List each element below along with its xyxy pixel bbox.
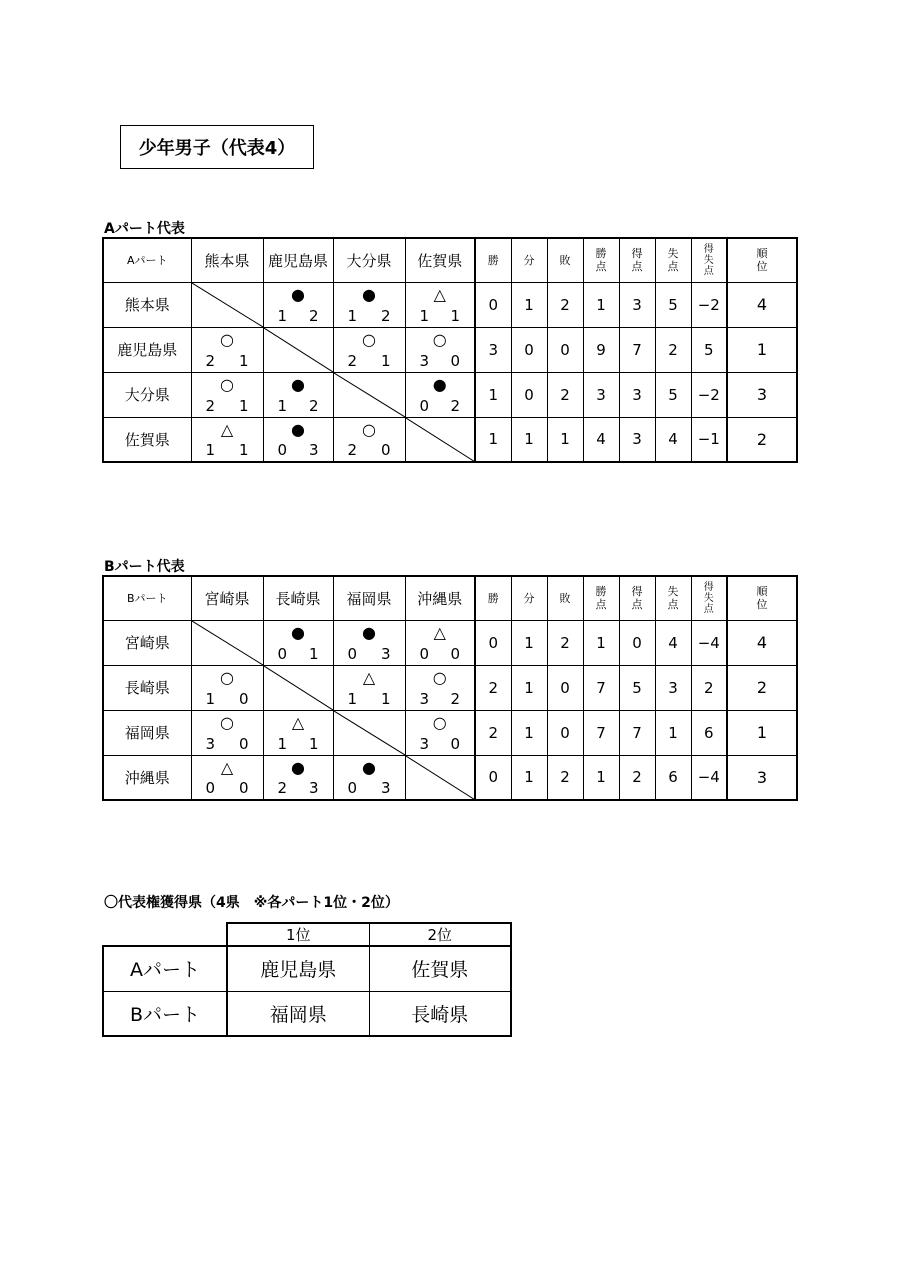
stat-cell: 1 (583, 620, 619, 665)
match-score (264, 441, 333, 459)
match-score (334, 645, 405, 663)
score-for: 1 (277, 396, 288, 415)
stat-cell: 1 (583, 282, 619, 327)
stat-header-char: 点 (631, 260, 643, 274)
stat-cell: 2 (547, 755, 583, 800)
match-score (192, 441, 263, 459)
stat-cell: 5 (691, 327, 727, 372)
score-against: 0 (450, 351, 460, 370)
stat-cell: 0 (619, 620, 655, 665)
match-result-cell (405, 327, 475, 372)
score-against: 2 (380, 306, 391, 325)
result-mark-icon: △ (362, 667, 376, 687)
stat-header-char: 勝 (595, 247, 607, 261)
stat-cell: 6 (691, 710, 727, 755)
result-mark-icon: ● (291, 419, 305, 439)
result-mark-icon: ● (291, 284, 305, 304)
stat-header-char: 点 (703, 265, 714, 277)
score-for: 2 (205, 396, 216, 415)
stat-header-char: 得 (631, 247, 643, 261)
team-row (103, 372, 797, 417)
stat-cell: 3 (475, 327, 511, 372)
stat-header-char: 順 (756, 585, 768, 599)
score-for: 0 (347, 644, 358, 663)
league-table (102, 575, 798, 801)
match-result-cell (333, 620, 405, 665)
match-result-cell (333, 665, 405, 710)
stat-cell: 4 (583, 417, 619, 462)
stat-cell: 0 (547, 710, 583, 755)
part-corner-cell: Aパート (103, 238, 191, 282)
stat-header-char: 点 (595, 598, 607, 612)
stat-header-char: 勝 (595, 585, 607, 599)
score-for: 2 (277, 779, 288, 797)
score-for: 0 (205, 779, 216, 797)
qualifiers-first: 鹿児島県 (227, 946, 369, 991)
stat-cell: 2 (475, 665, 511, 710)
score-against: 0 (450, 644, 460, 663)
rank-cell: 2 (727, 665, 797, 710)
rank-cell: 3 (727, 755, 797, 800)
self-match-cell (333, 372, 405, 417)
result-mark-icon: ○ (220, 667, 234, 687)
stat-header-char: 失 (703, 592, 714, 604)
match-score (334, 307, 405, 325)
team-row (103, 710, 797, 755)
league-header-row (103, 238, 797, 282)
match-result-cell (405, 620, 475, 665)
score-against: 2 (308, 306, 319, 325)
score-for: 0 (419, 644, 430, 663)
stat-column-header (655, 238, 691, 282)
stat-header-char: 位 (756, 260, 768, 274)
stat-cell: −2 (691, 282, 727, 327)
team-row-name: 熊本県 (103, 282, 191, 327)
stat-cell: −2 (691, 372, 727, 417)
stat-cell: 1 (511, 417, 547, 462)
score-for: 1 (277, 734, 288, 753)
stat-cell: 7 (619, 327, 655, 372)
team-column-header: 福岡県 (333, 576, 405, 620)
stat-cell: 0 (475, 620, 511, 665)
stat-cell: 3 (655, 665, 691, 710)
team-row (103, 620, 797, 665)
stat-cell: 1 (511, 282, 547, 327)
match-result-cell (333, 755, 405, 800)
team-row-name: 福岡県 (103, 710, 191, 755)
stat-cell: 0 (547, 327, 583, 372)
score-for: 3 (419, 734, 430, 753)
match-score (334, 690, 405, 708)
stat-cell: 4 (655, 417, 691, 462)
stat-header-char: 勝 (487, 254, 499, 268)
score-against: 0 (380, 441, 391, 459)
stat-header-char: 順 (756, 247, 768, 261)
stat-header-char: 失 (667, 585, 679, 599)
match-score (406, 735, 475, 753)
result-mark-icon: ○ (432, 667, 447, 687)
stat-column-header (475, 238, 511, 282)
score-for: 2 (347, 351, 358, 370)
stat-column-header (655, 576, 691, 620)
stat-cell: 1 (511, 710, 547, 755)
stat-header-char: 点 (631, 598, 643, 612)
match-score (334, 352, 405, 370)
team-row (103, 417, 797, 462)
stat-cell: 2 (655, 327, 691, 372)
stat-column-header (475, 576, 511, 620)
score-against: 1 (308, 644, 319, 663)
score-for: 3 (419, 689, 430, 708)
stat-header-char: 分 (523, 254, 535, 268)
stat-column-header (547, 238, 583, 282)
stat-cell: 0 (511, 327, 547, 372)
stat-column-header (583, 576, 619, 620)
stat-cell: 1 (511, 665, 547, 710)
rank-cell: 1 (727, 327, 797, 372)
match-score (264, 779, 333, 797)
match-score (192, 779, 263, 797)
stat-cell: 7 (583, 710, 619, 755)
stat-cell: 3 (583, 372, 619, 417)
qualifiers-first: 福岡県 (227, 991, 369, 1036)
result-mark-icon: ○ (362, 329, 376, 349)
match-score (264, 735, 333, 753)
qualifiers-second: 長崎県 (369, 991, 511, 1036)
match-score (334, 779, 405, 797)
stat-header-char: 敗 (559, 592, 571, 606)
match-score (406, 645, 475, 663)
team-row (103, 665, 797, 710)
match-score (406, 690, 475, 708)
score-against: 3 (380, 644, 391, 663)
match-score (406, 397, 475, 415)
stat-cell: 9 (583, 327, 619, 372)
qualifiers-header-first: 1位 (227, 923, 369, 946)
match-score (264, 645, 333, 663)
score-for: 0 (277, 441, 288, 459)
stat-header-char: 敗 (559, 254, 571, 268)
score-against: 1 (380, 351, 391, 370)
self-match-cell (263, 665, 333, 710)
result-mark-icon: ● (432, 374, 447, 394)
score-against: 1 (380, 689, 391, 708)
self-match-cell (263, 327, 333, 372)
result-mark-icon: △ (220, 757, 234, 777)
stat-cell: 1 (475, 372, 511, 417)
score-against: 1 (308, 734, 319, 753)
result-mark-icon: ● (362, 284, 376, 304)
score-for: 2 (205, 351, 216, 370)
diagonal-line (264, 666, 333, 710)
match-result-cell (191, 665, 263, 710)
stat-cell: 1 (583, 755, 619, 800)
self-match-cell (191, 282, 263, 327)
stat-column-header (727, 238, 797, 282)
stat-column-header (547, 576, 583, 620)
rank-cell: 4 (727, 620, 797, 665)
match-result-cell (333, 327, 405, 372)
score-for: 1 (347, 689, 358, 708)
stat-header-char: 得 (631, 585, 643, 599)
score-against: 2 (450, 689, 460, 708)
team-column-header: 熊本県 (191, 238, 263, 282)
qualifiers-part: Aパート (103, 946, 227, 991)
result-mark-icon: ○ (362, 419, 376, 439)
match-score (406, 307, 475, 325)
stat-header-char: 得 (703, 581, 714, 593)
qualifiers-table (102, 922, 512, 1037)
self-match-cell (405, 755, 475, 800)
stat-cell: 0 (475, 755, 511, 800)
match-result-cell (263, 282, 333, 327)
team-column-header: 沖縄県 (405, 576, 475, 620)
result-mark-icon: ● (291, 622, 305, 642)
match-result-cell (191, 417, 263, 462)
stat-header-char: 失 (667, 247, 679, 261)
score-against: 2 (450, 396, 460, 415)
team-row-name: 宮崎県 (103, 620, 191, 665)
result-mark-icon: ● (362, 757, 376, 777)
score-against: 0 (238, 734, 249, 753)
score-for: 0 (347, 779, 358, 797)
match-result-cell (405, 710, 475, 755)
score-for: 1 (347, 306, 358, 325)
stat-header-char: 勝 (487, 592, 499, 606)
match-result-cell (263, 372, 333, 417)
diagonal-line (192, 621, 263, 665)
team-column-header: 大分県 (333, 238, 405, 282)
match-result-cell (405, 282, 475, 327)
score-against: 1 (238, 396, 249, 415)
team-row-name: 長崎県 (103, 665, 191, 710)
stat-header-char: 点 (703, 603, 714, 615)
score-against: 2 (308, 396, 319, 415)
stat-cell: 0 (511, 372, 547, 417)
stat-header-char: 分 (523, 592, 535, 606)
stat-column-header (727, 576, 797, 620)
part-a-label: Aパート代表 (104, 221, 185, 237)
result-mark-icon: ○ (220, 374, 234, 394)
stat-column-header (511, 238, 547, 282)
score-for: 2 (347, 441, 358, 459)
score-against: 1 (238, 441, 249, 459)
diagonal-line (334, 711, 405, 755)
stat-cell: 0 (547, 665, 583, 710)
stat-cell: 5 (619, 665, 655, 710)
rank-cell: 1 (727, 710, 797, 755)
team-column-header: 鹿児島県 (263, 238, 333, 282)
match-result-cell (333, 282, 405, 327)
qualifiers-row (103, 946, 511, 991)
stat-cell: 2 (547, 282, 583, 327)
stat-cell: 2 (475, 710, 511, 755)
stat-column-header (619, 238, 655, 282)
stat-column-header (583, 238, 619, 282)
stat-cell: −4 (691, 755, 727, 800)
match-result-cell (405, 665, 475, 710)
stat-cell: 0 (475, 282, 511, 327)
diagonal-line (192, 283, 263, 327)
stat-column-header (511, 576, 547, 620)
match-result-cell (191, 372, 263, 417)
stat-column-header (619, 576, 655, 620)
match-score (406, 352, 475, 370)
match-result-cell (263, 417, 333, 462)
result-mark-icon: ○ (432, 329, 447, 349)
score-for: 3 (419, 351, 430, 370)
rank-cell: 3 (727, 372, 797, 417)
match-score (192, 735, 263, 753)
team-column-header: 宮崎県 (191, 576, 263, 620)
league-header-row (103, 576, 797, 620)
stat-cell: 2 (619, 755, 655, 800)
qualifiers-header-row (103, 923, 511, 946)
match-result-cell (333, 417, 405, 462)
qualifiers-label: 〇代表権獲得県（4県 ※各パート1位・2位） (104, 895, 399, 911)
match-result-cell (263, 710, 333, 755)
stat-header-char: 点 (595, 260, 607, 274)
stat-header-char: 点 (667, 598, 679, 612)
score-for: 0 (277, 644, 288, 663)
result-mark-icon: ● (362, 622, 376, 642)
stat-cell: 7 (583, 665, 619, 710)
qualifiers-header-second: 2位 (369, 923, 511, 946)
stat-cell: 3 (619, 282, 655, 327)
qualifiers-second: 佐賀県 (369, 946, 511, 991)
result-mark-icon: △ (291, 712, 305, 732)
qualifiers-corner (103, 923, 227, 946)
result-mark-icon: △ (220, 419, 234, 439)
result-mark-icon: ● (291, 374, 305, 394)
score-against: 0 (238, 779, 249, 797)
self-match-cell (405, 417, 475, 462)
stat-cell: 6 (655, 755, 691, 800)
stat-cell: −4 (691, 620, 727, 665)
stat-cell: 2 (547, 620, 583, 665)
stat-column-header (691, 238, 727, 282)
stat-cell: 1 (511, 755, 547, 800)
result-mark-icon: ○ (220, 712, 234, 732)
score-for: 1 (205, 441, 216, 459)
result-mark-icon: ○ (220, 329, 234, 349)
stat-cell: 1 (547, 417, 583, 462)
team-row-name: 大分県 (103, 372, 191, 417)
match-score (334, 441, 405, 459)
stat-cell: 3 (619, 417, 655, 462)
stat-column-header (691, 576, 727, 620)
stat-header-char: 得 (703, 243, 714, 255)
score-for: 0 (419, 396, 430, 415)
part-b-label: Bパート代表 (104, 559, 185, 575)
self-match-cell (333, 710, 405, 755)
stat-cell: 3 (619, 372, 655, 417)
team-row (103, 755, 797, 800)
stat-cell: 2 (547, 372, 583, 417)
qualifiers-part: Bパート (103, 991, 227, 1036)
match-result-cell (263, 620, 333, 665)
stat-cell: −1 (691, 417, 727, 462)
result-mark-icon: ● (291, 757, 305, 777)
stat-cell: 7 (619, 710, 655, 755)
stat-cell: 5 (655, 282, 691, 327)
score-for: 1 (419, 306, 430, 325)
match-result-cell (263, 755, 333, 800)
match-score (192, 352, 263, 370)
score-for: 1 (205, 689, 216, 708)
score-against: 3 (380, 779, 391, 797)
stat-cell: 1 (475, 417, 511, 462)
match-score (192, 690, 263, 708)
score-against: 1 (450, 306, 460, 325)
score-for: 3 (205, 734, 216, 753)
team-row-name: 佐賀県 (103, 417, 191, 462)
stat-header-char: 失 (703, 254, 714, 266)
team-row (103, 282, 797, 327)
team-row (103, 327, 797, 372)
result-mark-icon: ○ (432, 712, 447, 732)
stat-cell: 4 (655, 620, 691, 665)
match-result-cell (191, 327, 263, 372)
stat-cell: 5 (655, 372, 691, 417)
match-result-cell (405, 372, 475, 417)
stat-header-char: 点 (667, 260, 679, 274)
score-for: 1 (277, 306, 288, 325)
part-corner-cell: Bパート (103, 576, 191, 620)
match-score (264, 397, 333, 415)
self-match-cell (191, 620, 263, 665)
match-result-cell (191, 710, 263, 755)
result-mark-icon: △ (433, 622, 446, 642)
team-column-header: 佐賀県 (405, 238, 475, 282)
rank-cell: 4 (727, 282, 797, 327)
score-against: 3 (308, 441, 319, 459)
qualifiers-row (103, 991, 511, 1036)
page-title: 少年男子（代表4） (120, 125, 314, 169)
match-score (264, 307, 333, 325)
result-mark-icon: △ (433, 284, 446, 304)
score-against: 3 (308, 779, 319, 797)
diagonal-line (406, 756, 475, 800)
stat-cell: 2 (691, 665, 727, 710)
score-against: 1 (238, 351, 249, 370)
stat-cell: 1 (655, 710, 691, 755)
team-row-name: 沖縄県 (103, 755, 191, 800)
score-against: 0 (238, 689, 249, 708)
match-score (192, 397, 263, 415)
stat-header-char: 位 (756, 598, 768, 612)
score-against: 0 (450, 734, 460, 753)
team-row-name: 鹿児島県 (103, 327, 191, 372)
diagonal-line (264, 328, 333, 372)
match-result-cell (191, 755, 263, 800)
league-table (102, 237, 798, 463)
rank-cell: 2 (727, 417, 797, 462)
diagonal-line (406, 418, 475, 462)
team-column-header: 長崎県 (263, 576, 333, 620)
diagonal-line (334, 373, 405, 417)
stat-cell: 1 (511, 620, 547, 665)
